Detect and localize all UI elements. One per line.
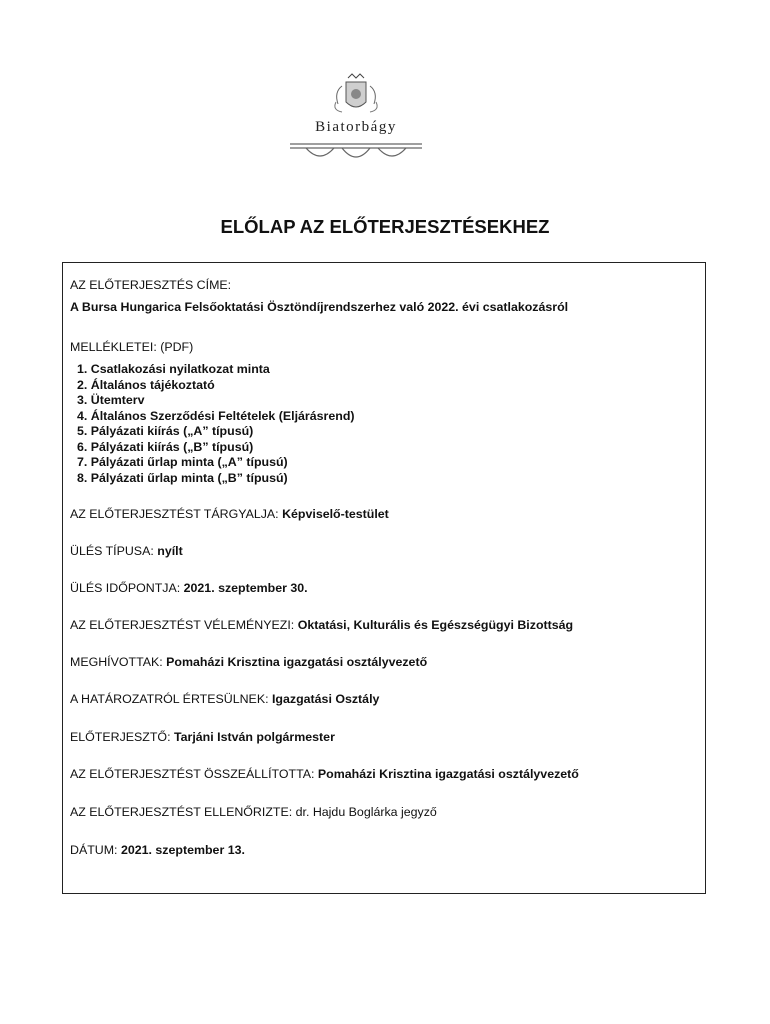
field-label: A HATÁROZATRÓL ÉRTESÜLNEK: [70, 692, 269, 706]
subject-value: A Bursa Hungarica Felsőoktatási Ösztöndíjrendszerhez való 2022. évi csatlakozásról [70, 300, 569, 314]
field-row-presenter [70, 730, 335, 745]
logo-wordmark: Biatorbágy [315, 119, 397, 135]
field-label: AZ ELŐTERJESZTÉST VÉLEMÉNYEZI: [70, 618, 295, 632]
field-value: Pomaházi Krisztina igazgatási osztályvezető [166, 655, 428, 669]
field-label: AZ ELŐTERJESZTÉST TÁRGYALJA: [70, 507, 279, 521]
field-row-compiled-by [70, 767, 579, 782]
attachment-item: 6. Pályázati kiírás („B” típusú) [77, 439, 254, 454]
field-label: ÜLÉS TÍPUSA: [70, 544, 154, 558]
field-row-checked-by [70, 805, 437, 820]
field-row-discussed-by [70, 507, 389, 522]
field-label: DÁTUM: [70, 843, 118, 857]
attachment-item: 4. Általános Szerződési Feltételek (Eljárásrend) [77, 408, 355, 423]
attachment-item: 5. Pályázati kiírás („A” típusú) [77, 424, 254, 438]
field-row-reviewed-by [70, 618, 573, 633]
page-title: ELŐLAP AZ ELŐTERJESZTÉSEKHEZ [220, 216, 550, 237]
attachments-label: MELLÉKLETEI: (PDF) [70, 340, 194, 354]
attachment-item: 7. Pályázati űrlap minta („A” típusú) [77, 455, 288, 469]
field-value: Képviselő-testület [282, 507, 389, 521]
attachment-list [77, 362, 355, 486]
field-value: Oktatási, Kulturális és Egészségügyi Bizottság [297, 618, 574, 632]
field-value: Tarjáni István polgármester [173, 730, 335, 744]
attachment-item: 8. Pályázati űrlap minta („B” típusú) [77, 470, 288, 485]
attachment-item: 1. Csatlakozási nyilatkozat minta [77, 362, 270, 376]
field-value: dr. Hajdu Boglárka jegyző [295, 805, 437, 819]
subject-label: AZ ELŐTERJESZTÉS CÍME: [70, 278, 232, 292]
field-row-date [70, 843, 245, 858]
field-value: Igazgatási Osztály [271, 692, 380, 706]
field-value: nyílt [157, 544, 183, 558]
field-row-session-date [70, 581, 308, 596]
field-value: Pomaházi Krisztina igazgatási osztályvezető [317, 767, 579, 781]
attachment-item: 3. Ütemterv [77, 393, 145, 407]
field-label: AZ ELŐTERJESZTÉST ÖSSZEÁLLÍTOTTA: [70, 767, 315, 781]
municipal-logo [286, 72, 426, 168]
attachment-item: 2. Általános tájékoztató [77, 377, 215, 392]
field-row-session-type [70, 544, 183, 559]
field-value: 2021. szeptember 30. [183, 581, 308, 595]
field-row-invited [70, 655, 427, 670]
field-label: AZ ELŐTERJESZTÉST ELLENŐRIZTE: [70, 805, 293, 819]
form-frame [62, 262, 706, 894]
field-label: ÜLÉS IDŐPONTJA: [70, 581, 181, 595]
field-row-notified [70, 692, 379, 707]
field-label: ELŐTERJESZTŐ: [70, 730, 171, 744]
field-value: 2021. szeptember 13. [120, 843, 245, 857]
field-label: MEGHÍVOTTAK: [70, 655, 163, 669]
